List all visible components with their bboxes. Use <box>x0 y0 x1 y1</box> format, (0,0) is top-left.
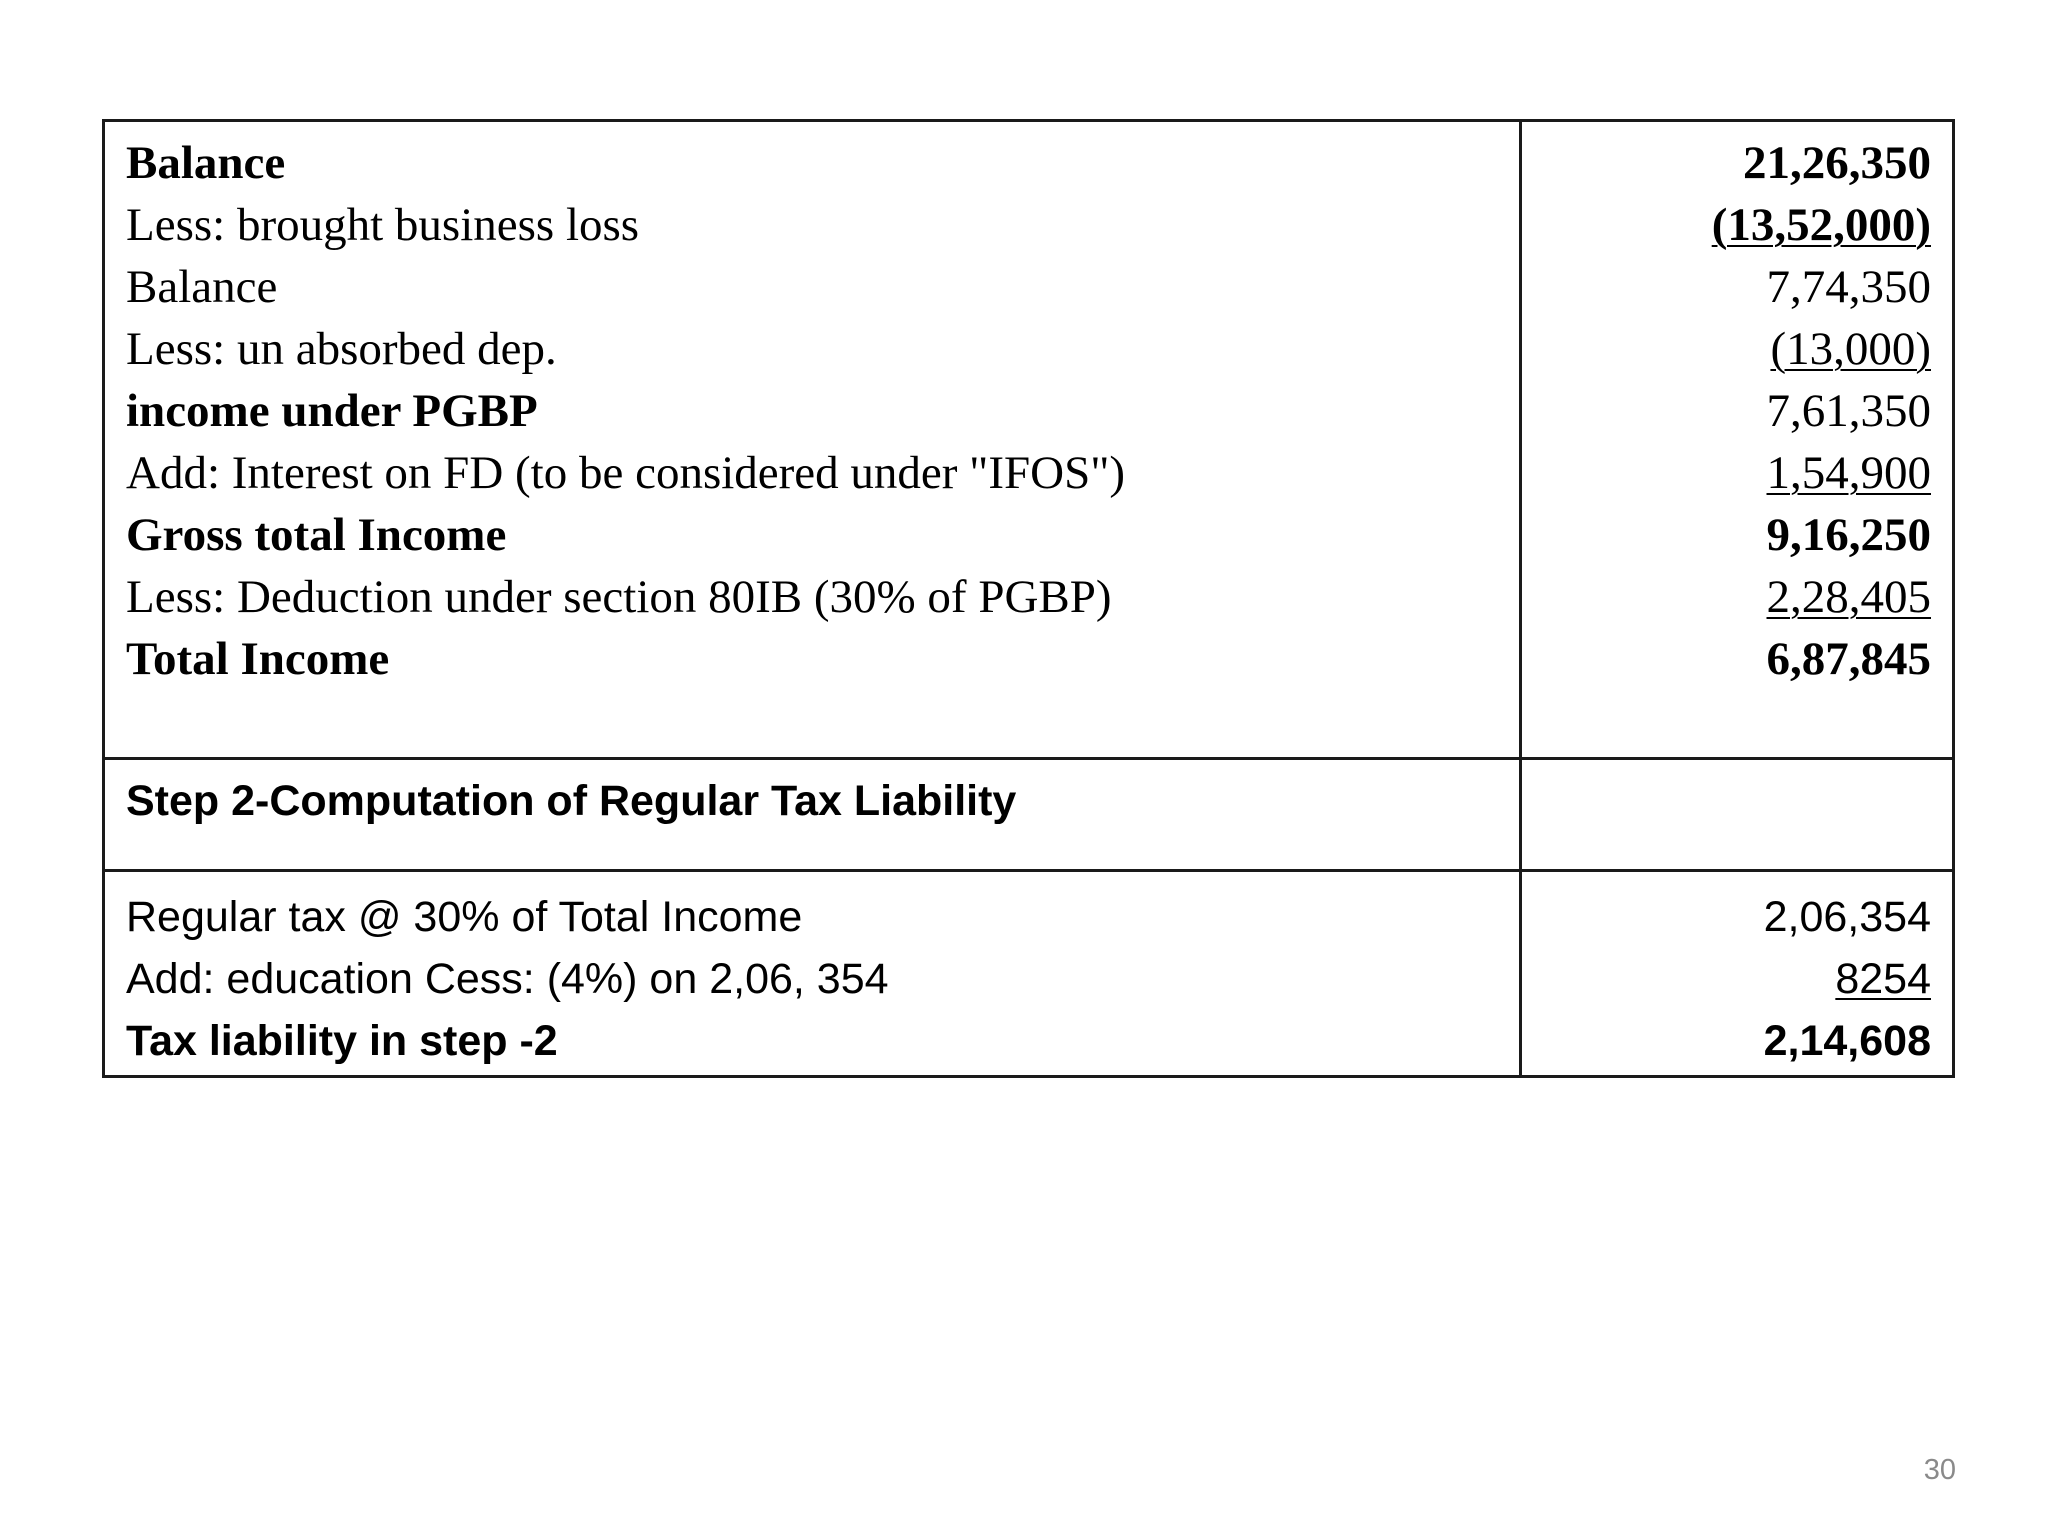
row-amount: 7,61,350 <box>1766 385 1931 437</box>
row-amount: 1,54,900 <box>1766 447 1931 499</box>
row-amount: 2,06,354 <box>1763 893 1931 941</box>
row-label: Add: education Cess: (4%) on 2,06, 354 <box>126 955 889 1003</box>
row-label: Total Income <box>126 633 390 685</box>
row-amount: (13,000) <box>1770 323 1931 375</box>
tax-labels-cell <box>104 871 1521 1077</box>
row-label: Gross total Income <box>126 509 507 561</box>
page-number: 30 <box>1923 1454 1956 1486</box>
tax-section-row <box>104 871 1954 1077</box>
step2-heading-cell <box>104 759 1521 871</box>
income-section-row <box>104 121 1954 759</box>
tax-amounts-cell <box>1520 871 1953 1077</box>
section-heading: Step 2-Computation of Regular Tax Liability <box>126 777 1017 825</box>
step2-empty-cell <box>1520 759 1953 871</box>
income-labels-cell <box>104 121 1521 759</box>
income-amounts-cell <box>1520 121 1953 759</box>
row-amount: 21,26,350 <box>1743 137 1931 189</box>
row-label: Balance <box>126 261 278 313</box>
tax-computation-table <box>102 119 1955 1078</box>
step2-heading-row <box>104 759 1954 871</box>
row-label: Less: Deduction under section 80IB (30% of PGBP) <box>126 571 1112 623</box>
row-amount: (13,52,000) <box>1711 199 1931 251</box>
row-amount: 8254 <box>1835 955 1931 1003</box>
row-amount: 9,16,250 <box>1766 509 1931 561</box>
row-label: Add: Interest on FD (to be considered under "IFOS") <box>126 447 1126 499</box>
row-label: Regular tax @ 30% of Total Income <box>126 893 803 941</box>
row-label: Less: un absorbed dep. <box>126 323 557 375</box>
row-amount: 7,74,350 <box>1766 261 1931 313</box>
row-label: income under PGBP <box>126 385 538 437</box>
row-label: Balance <box>126 137 286 189</box>
row-label: Tax liability in step -2 <box>126 1017 558 1065</box>
row-label: Less: brought business loss <box>126 199 640 251</box>
row-amount: 2,14,608 <box>1763 1017 1931 1065</box>
row-amount: 2,28,405 <box>1766 571 1931 623</box>
row-amount: 6,87,845 <box>1766 633 1931 685</box>
